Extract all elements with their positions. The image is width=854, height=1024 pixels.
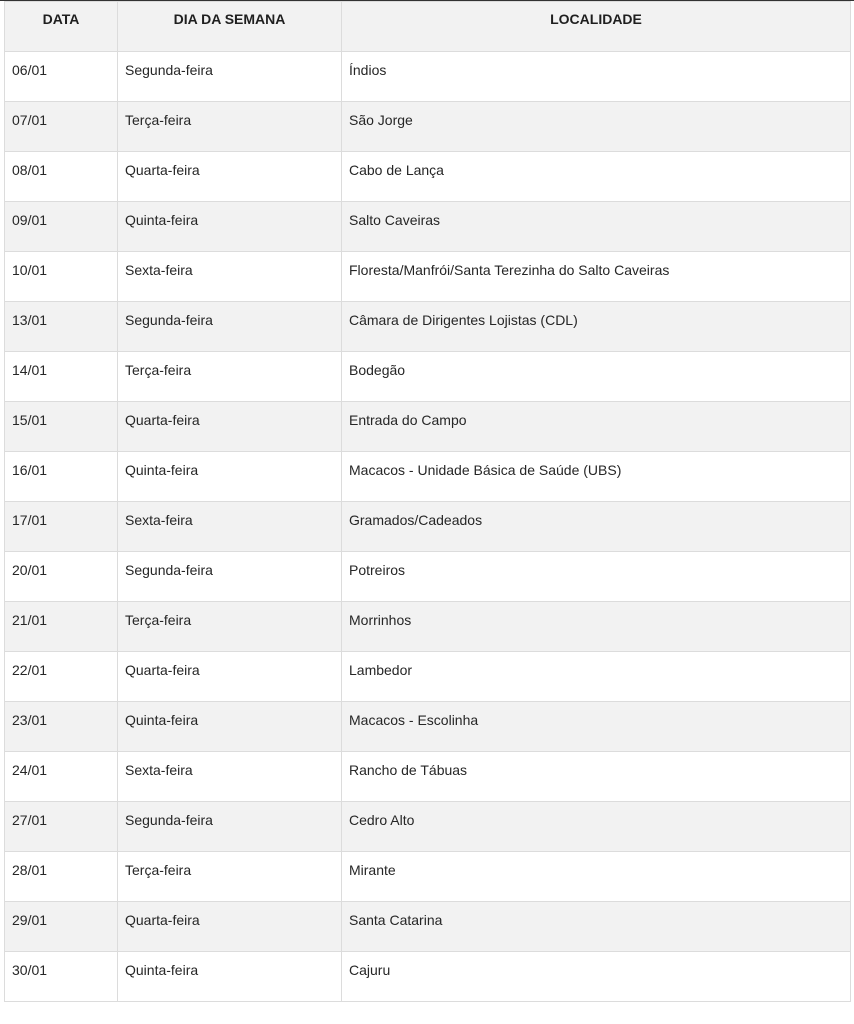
table-row (5, 152, 851, 202)
date-cell: 24/01 (5, 752, 118, 802)
location-cell: Cabo de Lança (342, 152, 851, 202)
date-cell: 29/01 (5, 902, 118, 952)
table-row (5, 652, 851, 702)
table-row (5, 702, 851, 752)
location-cell: Entrada do Campo (342, 402, 851, 452)
weekday-cell: Segunda-feira (118, 552, 342, 602)
table-row (5, 802, 851, 852)
location-cell: São Jorge (342, 102, 851, 152)
date-cell: 20/01 (5, 552, 118, 602)
table-row (5, 452, 851, 502)
location-cell: Mirante (342, 852, 851, 902)
table-row (5, 402, 851, 452)
weekday-cell: Segunda-feira (118, 302, 342, 352)
table-row (5, 352, 851, 402)
column-header-location: LOCALIDADE (342, 2, 851, 52)
location-cell: Índios (342, 52, 851, 102)
table-row (5, 952, 851, 1002)
location-cell: Rancho de Tábuas (342, 752, 851, 802)
weekday-cell: Quinta-feira (118, 452, 342, 502)
location-cell: Macacos - Unidade Básica de Saúde (UBS) (342, 452, 851, 502)
date-cell: 06/01 (5, 52, 118, 102)
table-row (5, 302, 851, 352)
weekday-cell: Sexta-feira (118, 252, 342, 302)
weekday-cell: Quinta-feira (118, 702, 342, 752)
table-row (5, 52, 851, 102)
location-cell: Morrinhos (342, 602, 851, 652)
weekday-cell: Quarta-feira (118, 152, 342, 202)
date-cell: 07/01 (5, 102, 118, 152)
date-cell: 23/01 (5, 702, 118, 752)
weekday-cell: Quarta-feira (118, 652, 342, 702)
location-cell: Cajuru (342, 952, 851, 1002)
date-cell: 27/01 (5, 802, 118, 852)
table-row (5, 602, 851, 652)
location-cell: Bodegão (342, 352, 851, 402)
location-cell: Salto Caveiras (342, 202, 851, 252)
weekday-cell: Quarta-feira (118, 902, 342, 952)
table-row (5, 852, 851, 902)
location-cell: Lambedor (342, 652, 851, 702)
weekday-cell: Sexta-feira (118, 752, 342, 802)
table-row (5, 552, 851, 602)
column-header-date: DATA (5, 2, 118, 52)
weekday-cell: Quarta-feira (118, 402, 342, 452)
date-cell: 15/01 (5, 402, 118, 452)
weekday-cell: Segunda-feira (118, 52, 342, 102)
table-row (5, 102, 851, 152)
date-cell: 13/01 (5, 302, 118, 352)
table-row (5, 502, 851, 552)
weekday-cell: Terça-feira (118, 352, 342, 402)
weekday-cell: Sexta-feira (118, 502, 342, 552)
weekday-cell: Segunda-feira (118, 802, 342, 852)
date-cell: 21/01 (5, 602, 118, 652)
location-cell: Câmara de Dirigentes Lojistas (CDL) (342, 302, 851, 352)
table-body (5, 52, 851, 1002)
date-cell: 22/01 (5, 652, 118, 702)
table-row (5, 252, 851, 302)
weekday-cell: Terça-feira (118, 852, 342, 902)
column-header-weekday: DIA DA SEMANA (118, 2, 342, 52)
table-row (5, 902, 851, 952)
location-cell: Santa Catarina (342, 902, 851, 952)
header-row (5, 2, 851, 52)
location-cell: Cedro Alto (342, 802, 851, 852)
location-cell: Potreiros (342, 552, 851, 602)
table-row (5, 202, 851, 252)
weekday-cell: Quinta-feira (118, 202, 342, 252)
weekday-cell: Terça-feira (118, 102, 342, 152)
date-cell: 08/01 (5, 152, 118, 202)
date-cell: 17/01 (5, 502, 118, 552)
location-cell: Floresta/Manfrói/Santa Terezinha do Salto Caveiras (342, 252, 851, 302)
schedule-table (4, 1, 851, 1002)
location-cell: Gramados/Cadeados (342, 502, 851, 552)
weekday-cell: Quinta-feira (118, 952, 342, 1002)
date-cell: 28/01 (5, 852, 118, 902)
date-cell: 16/01 (5, 452, 118, 502)
table-row (5, 752, 851, 802)
date-cell: 09/01 (5, 202, 118, 252)
date-cell: 30/01 (5, 952, 118, 1002)
location-cell: Macacos - Escolinha (342, 702, 851, 752)
date-cell: 14/01 (5, 352, 118, 402)
table-header (5, 2, 851, 52)
date-cell: 10/01 (5, 252, 118, 302)
weekday-cell: Terça-feira (118, 602, 342, 652)
